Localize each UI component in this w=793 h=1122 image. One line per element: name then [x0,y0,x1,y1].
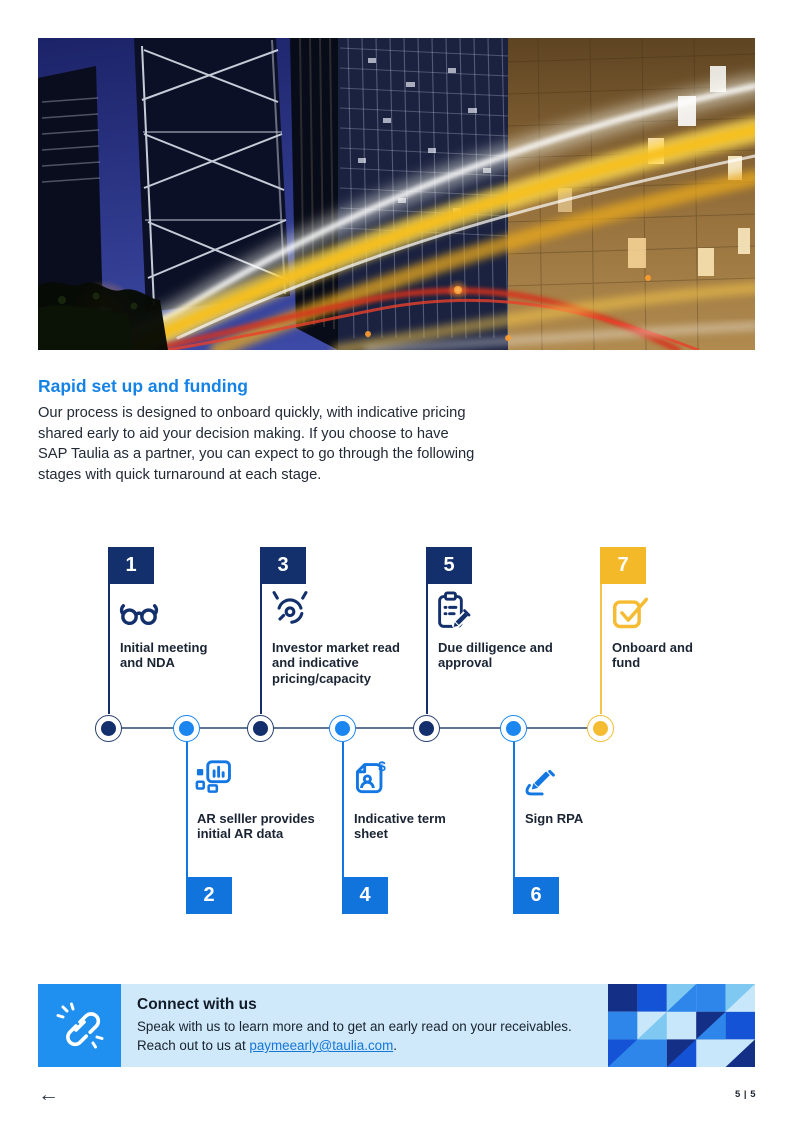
back-arrow-icon[interactable]: ← [38,1083,59,1106]
sign-pencil-icon [524,762,568,802]
term-sheet-icon [352,760,396,800]
step-1-badge [108,547,154,584]
step-5-label: Due dilligence and approval [438,640,553,671]
clipboard-pencil-icon [436,591,480,631]
mosaic-graphic [608,984,755,1067]
svg-text:$: $ [378,760,386,774]
page-number: 5 | 5 [734,1089,756,1100]
step-number: 5 [443,554,455,576]
step-number: 2 [203,884,215,906]
timeline-node-4 [329,715,356,742]
step-number: 6 [530,884,542,906]
email-link[interactable]: paymeearly@taulia.com [249,1038,394,1054]
connector-line-2 [186,742,188,877]
checkbox-check-icon [611,593,655,633]
step-number: 4 [359,884,371,906]
banner-body-text: Speak with us to learn more and to get an early read on your receivables. Reach out to us at [137,1019,572,1054]
glasses-icon [118,592,162,632]
chain-link-icon [38,984,121,1067]
step-number: 3 [277,554,289,576]
intro-paragraph: Our process is designed to onboard quickly, with indicative pricing shared early to aid your decision making. If you choose to have SAP Taulia as a partner, you can expect to go through the following stages with quick turnaround at each stage. [38,405,475,483]
step-number: 1 [125,554,137,576]
step-5-badge [426,547,472,584]
connect-banner [38,984,755,1067]
timeline-node-5 [413,715,440,742]
step-4-label: Indicative term sheet [354,811,446,842]
connector-line-1 [108,584,110,714]
timeline-node-7 [587,715,614,742]
handshake-icon [270,589,314,629]
hero-city-photo [38,38,755,350]
step-7-badge [600,547,646,584]
connector-line-5 [426,584,428,714]
step-7-label: Onboard and fund [612,640,693,671]
step-1-label: Initial meeting and NDA [120,640,208,671]
step-3-label: Investor market read and indicative pricing/capacity [272,640,400,686]
step-6-label: Sign RPA [525,811,584,826]
step-number: 7 [617,554,629,576]
connector-line-4 [342,742,344,877]
data-report-icon [195,760,239,800]
timeline-node-3 [247,715,274,742]
step-3-badge [260,547,306,584]
banner-body-period: . [393,1038,397,1054]
timeline-node-1 [95,715,122,742]
step-2-badge [186,877,232,914]
step-6-badge [513,877,559,914]
connector-line-7 [600,584,602,714]
connector-line-6 [513,742,515,877]
banner-body [137,1017,577,1055]
section-heading: Rapid set up and funding [38,376,248,396]
timeline-node-2 [173,715,200,742]
timeline-node-6 [500,715,527,742]
connector-line-3 [260,584,262,714]
banner-title: Connect with us [137,996,257,1013]
step-4-badge [342,877,388,914]
step-2-label: AR selller provides initial AR data [197,811,315,842]
